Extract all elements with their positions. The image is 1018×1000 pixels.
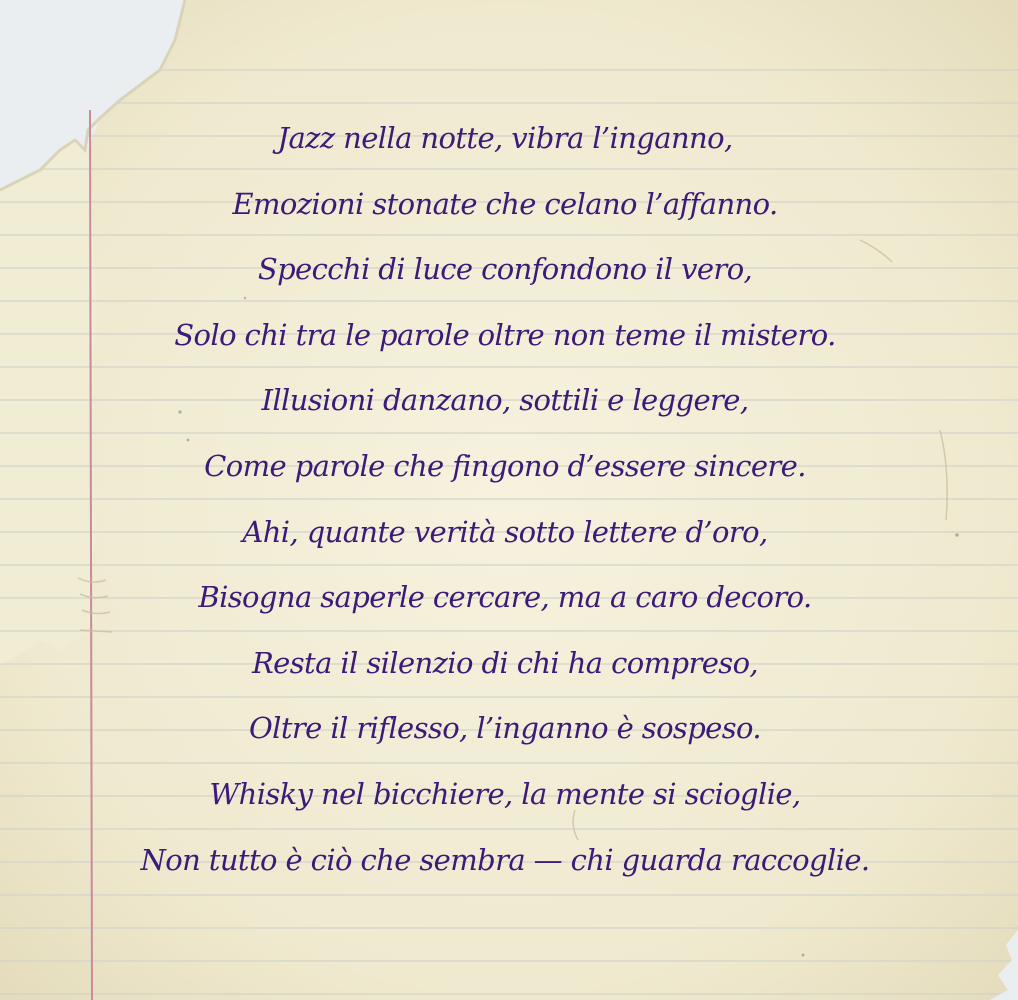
poem-line: Bisogna saperle cercare, ma a caro decoro. [198,580,812,615]
poem [100,110,910,897]
poem-line: Jazz nella notte, vibra l’inganno, [277,121,733,155]
poem-line: Oltre il riflesso, l’inganno è sospeso. [249,711,761,746]
poem-line: Come parole che fingono d’essere sincere. [204,448,806,483]
poem-line: Illusioni danzano, sottili e leggere, [261,383,749,418]
poem-line: Solo chi tra le parole oltre non teme il mistero. [174,317,836,352]
poem-line: Emozioni stonate che celano l’affanno. [232,186,778,221]
poem-line: Ahi, quante verità sotto lettere d’oro, [242,514,768,549]
lower-left-paper-fragment [0,140,96,665]
poem-line: Whisky nel bicchiere, la mente si scioglie, [209,776,801,811]
poem-line: Non tutto è ciò che sembra — chi guarda raccoglie. [140,842,870,877]
poem-line: Resta il silenzio di chi ha compreso, [251,645,759,680]
poem-line: Specchi di luce confondono il vero, [257,252,753,287]
